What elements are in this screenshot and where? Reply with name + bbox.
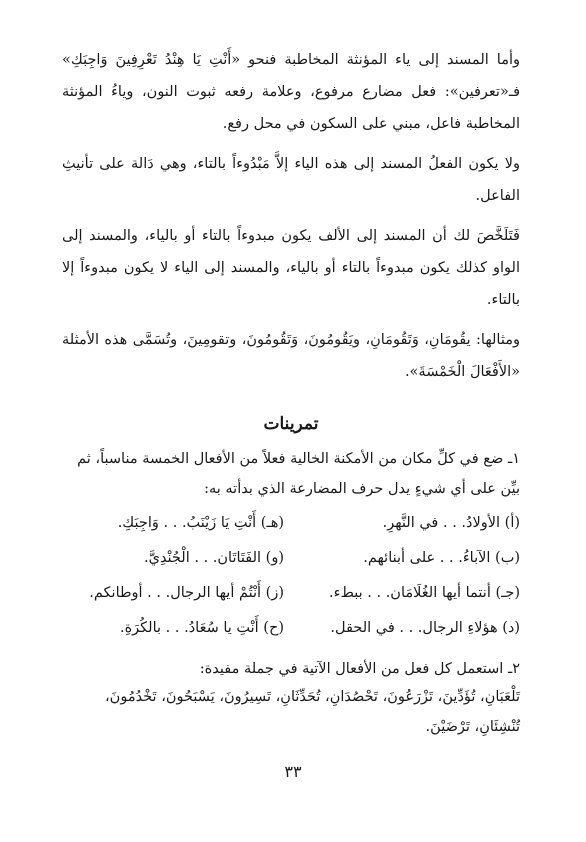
exercise-item: (ز) أَنْتُمْ أيها الرجال. . . أوطانكم. [89, 585, 284, 601]
exercise-2-words: تَلْعَبَانِ، تُؤَدِّينَ، تَزْرَعُونَ، تَحْصُدَانِ، تُحَدِّثَانِ، تَسِيرُونَ، يَسْبَحُونَ، تَخْدُمُونَ، تُنْشِئَانِ، تَرْضَيْنَ. [105, 689, 520, 735]
exercise-item: (هـ) أَنْتِ يَا زَيْنَبُ. . . وَاجِبَكِ. [117, 515, 284, 531]
exercise-item: (أ) الأولادُ. . . في النَّهرِ. [382, 515, 520, 531]
exercise-2-intro: ٢ـ استعمل كل فعل من الأفعال الآتية في جملة مفيدة: [199, 661, 520, 677]
exercise-item: (ح) أَنْتِ يا سُعَادُ. . . بالكُرَةِ. [119, 620, 284, 636]
paragraph-3: فَتَلَخَّصَ لك أن المسند إلى الألف يكون مبدوءاً بالتاء أو بالياء، والمسند إلى الواو كذلك يكون مبدوءاً بالتاء أو بالياء، والمسند إلى الياء لا يكون مبدوءاً إلا بالتاء. [62, 228, 520, 308]
paragraph-2: ولا يكون الفعلُ المسند إلى هذه الياء إلاَّ مَبْدُوءاً بالتاء، وهي دَالة على تأنيثِ الفاعل. [62, 156, 520, 204]
exercise-item: (ب) الآباءُ. . . على أبنائهم. [363, 550, 520, 566]
exercise-1-intro: ١ـ ضع في كلِّ مكان من الأمكنة الخالية فعلاً من الأفعال الخمسة مناسباً، ثم بيِّن على أي شيءٍ يدل حرف المضارعة الذي بدأته به: [77, 451, 520, 497]
exercises-heading: تمرينات [263, 414, 319, 434]
exercise-item: (جـ) أنتما أيها الغُلَامَان. . . ببطء. [329, 585, 520, 601]
paragraph-1: وأما المسند إلى ياء المؤنثة المخاطبة فنحو «أَنْتِ يَا هِنْدُ تَعْرِفِينَ وَاجِبَكِ» فـ«تعرفين»: فعل مضارع مرفوع، وعلامة رفعه ثبوت النون، وياءُ المؤنثة المخاطبة فاعل، مبني على السكون في محل رفع. [62, 52, 520, 132]
paragraph-4: ومثالها: يقُومَانِ، وَتَقُومَانِ، ويَقُومُونَ، وَتَقُومُونَ، وتقومِينَ، وتُسَمَّى هذه الأمثلة «الأَفْعَالَ الْخَمْسَةَ». [62, 332, 520, 380]
page-number: ٣٣ [284, 762, 302, 781]
page-content [62, 44, 520, 742]
exercise-item: (د) هؤلاءِ الرجال. . . في الحقل. [330, 620, 520, 636]
exercise-1-items [62, 506, 520, 646]
exercise-item: (و) الفَتَاتَان. . . الْجُنْدِيَّ. [143, 550, 284, 566]
